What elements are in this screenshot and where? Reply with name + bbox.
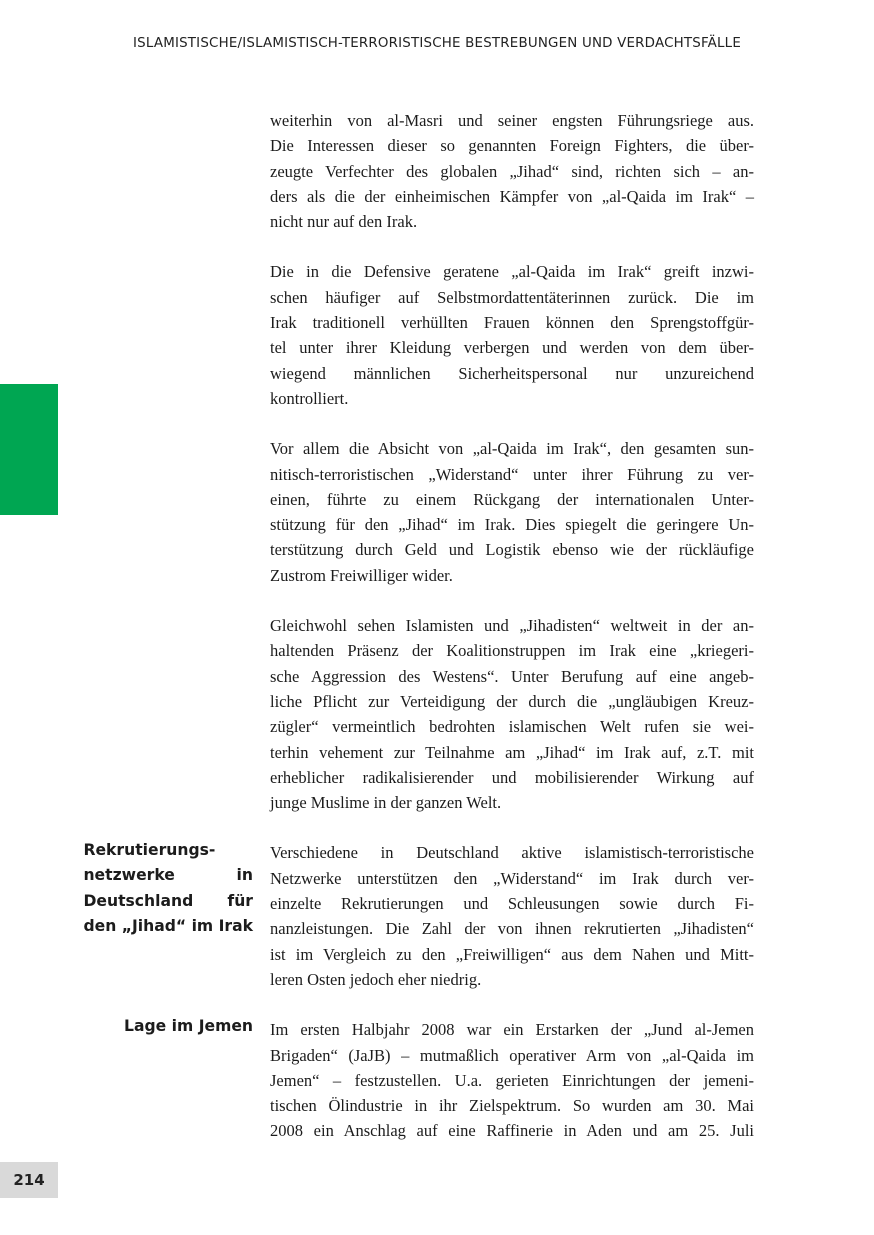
paragraph-recruitment-networks bbox=[270, 840, 754, 992]
text-line: Die Interessen dieser so genannten Foreign Fighters, die über- bbox=[270, 136, 754, 156]
text-line: terstützung durch Geld und Logistik ebenso wie der rückläufige bbox=[270, 540, 754, 560]
text-line: weiterhin von al-Masri und seiner engsten Führungsriege aus. bbox=[270, 111, 754, 130]
section-marker-bar bbox=[0, 384, 58, 515]
text-line: terhin vehement zur Teilnahme am „Jihad“ im Irak auf, z.T. mit bbox=[270, 742, 754, 762]
text-line: ders als die der einheimischen Kämpfer von „al-Qaida im Irak“ – bbox=[270, 186, 754, 206]
text-line: Jemen“ – festzustellen. U.a. gerieten Einrichtungen der jemeni- bbox=[270, 1070, 754, 1090]
text-line: Zustrom Freiwilliger wider. bbox=[270, 565, 453, 585]
text-line: Netzwerke unterstützen den „Widerstand“ im Irak durch ver- bbox=[270, 868, 754, 888]
running-header: ISLAMISTISCHE/ISLAMISTISCH-TERRORISTISCHE BESTREBUNGEN UND VERDACHTSFÄLLE bbox=[133, 36, 741, 51]
text-line: zeugte Verfechter des globalen „Jihad“ sind, richten sich – an- bbox=[270, 161, 754, 181]
text-line: kontrolliert. bbox=[270, 388, 349, 408]
text-line: stützung für den „Jihad“ im Irak. Dies spiegelt die geringere Un- bbox=[270, 515, 754, 535]
text-line: Brigaden“ (JaJB) – mutmaßlich operativer Arm von „al-Qaida im bbox=[270, 1045, 754, 1065]
text-line: Irak traditionell verhüllten Frauen können den Sprengstoffgür- bbox=[270, 313, 754, 333]
text-line: nanzleistungen. Die Zahl der von ihnen rekrutierten „Jihadisten“ bbox=[270, 919, 754, 939]
body-text-column bbox=[270, 108, 754, 1169]
text-line: ist im Vergleich zu den „Freiwilligen“ aus dem Nahen und Mitt- bbox=[270, 944, 754, 964]
text-line: Die in die Defensive geratene „al-Qaida im Irak“ greift inzwi- bbox=[270, 262, 754, 282]
margin-heading-line: Lage im Jemen bbox=[124, 1017, 253, 1035]
margin-heading-recruitment bbox=[83, 838, 253, 939]
text-line: junge Muslime in der ganzen Welt. bbox=[270, 793, 502, 813]
paragraph-support-decline bbox=[270, 436, 754, 588]
page-number: 214 bbox=[0, 1162, 58, 1198]
text-line: Gleichwohl sehen Islamisten und „Jihadisten“ weltweit in der an- bbox=[270, 616, 754, 636]
text-line: Im ersten Halbjahr 2008 war ein Erstarken der „Jund al-Jemen bbox=[270, 1020, 754, 1040]
text-line: liche Pflicht zur Verteidigung der durch die „ungläubigen Kreuz- bbox=[270, 691, 754, 711]
margin-heading-line: netzwerke in bbox=[83, 866, 253, 885]
text-line: tel unter ihrer Kleidung verbergen und werden von dem über- bbox=[270, 338, 754, 358]
text-line: haltenden Präsenz der Koalitionstruppen im Irak eine „kriegeri- bbox=[270, 641, 754, 661]
text-line: nitisch-terroristischen „Widerstand“ unter ihrer Führung zu ver- bbox=[270, 464, 754, 484]
paragraph-suicide-attackers bbox=[270, 259, 754, 411]
text-line: nicht nur auf den Irak. bbox=[270, 212, 418, 232]
text-line: Vor allem die Absicht von „al-Qaida im Irak“, den gesamten sun- bbox=[270, 439, 754, 459]
margin-heading-yemen bbox=[124, 1014, 253, 1039]
text-line: einzelte Rekrutierungen und Schleusungen sowie durch Fi- bbox=[270, 894, 754, 914]
paragraph-yemen bbox=[270, 1017, 754, 1143]
text-line: zügler“ vermeintlich bedrohten islamischen Welt rufen sie wei- bbox=[270, 717, 754, 737]
text-line: sche Aggression des Westens“. Unter Berufung auf eine angeb- bbox=[270, 666, 754, 686]
text-line: 2008 ein Anschlag auf eine Raffinerie in Aden und am 25. Juli bbox=[270, 1121, 754, 1141]
text-line: erheblicher radikalisierender und mobilisierender Wirkung auf bbox=[270, 767, 754, 787]
margin-heading-line: Deutschland für bbox=[83, 891, 253, 910]
paragraph-foreign-fighters bbox=[270, 108, 754, 234]
paragraph-coalition-presence bbox=[270, 613, 754, 815]
margin-heading-line: den „Jihad“ im Irak bbox=[83, 916, 253, 935]
margin-heading-line: Rekrutierungs- bbox=[83, 841, 216, 859]
text-line: Verschiedene in Deutschland aktive islamistisch-terroristische bbox=[270, 843, 754, 863]
text-line: wiegend männlichen Sicherheitspersonal nur unzureichend bbox=[270, 363, 754, 383]
text-line: schen häufiger auf Selbstmordattentäterinnen zurück. Die im bbox=[270, 287, 754, 307]
text-line: tischen Ölindustrie in ihr Zielspektrum. So wurden am 30. Mai bbox=[270, 1096, 754, 1116]
text-line: einen, führte zu einem Rückgang der internationalen Unter- bbox=[270, 489, 754, 509]
text-line: leren Osten jedoch eher niedrig. bbox=[270, 969, 482, 989]
